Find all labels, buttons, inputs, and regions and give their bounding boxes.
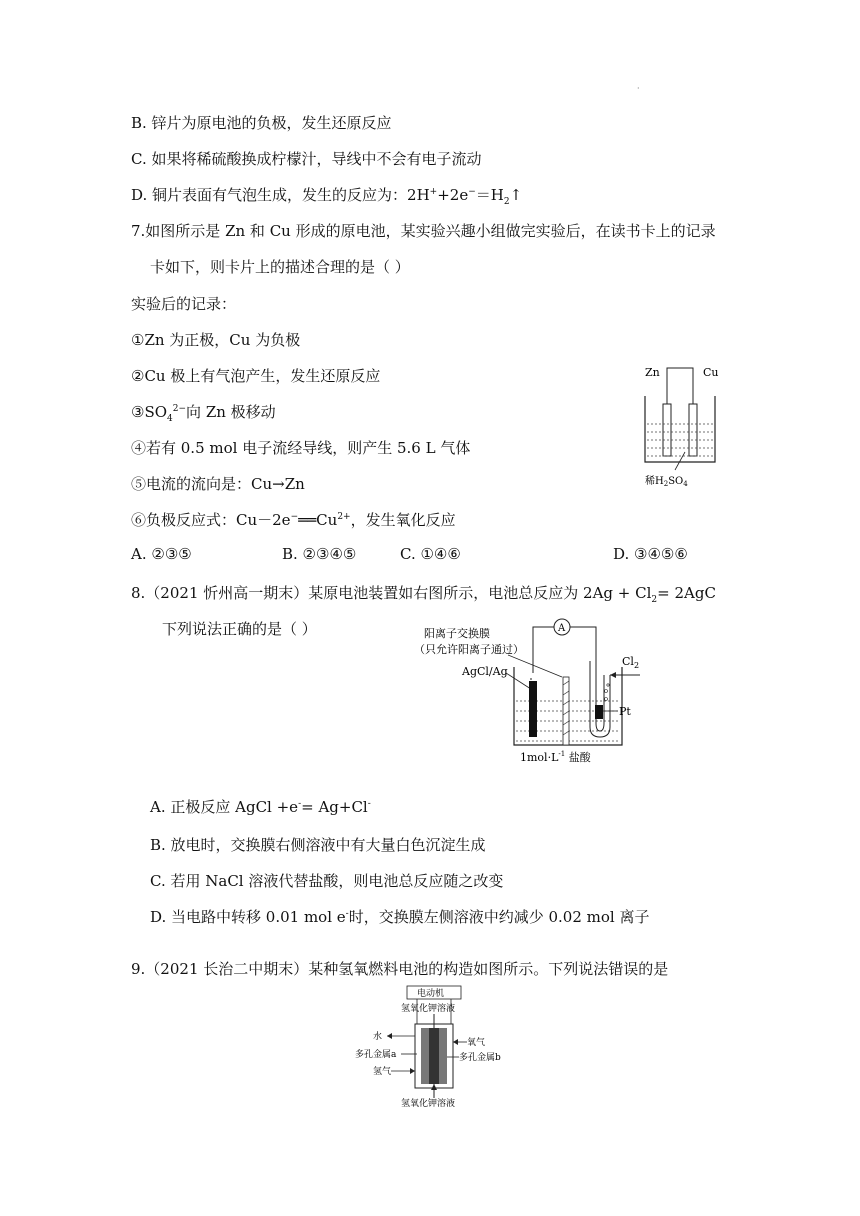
acid-label: $1mol\cdot L^{-1}$ 盐酸 [520, 750, 591, 764]
pointer-line [675, 452, 685, 470]
q7-record-4: ④若有 0.5 mol 电子流经导线，则产生 5.6 L 气体 [131, 439, 471, 457]
agcl-cell-figure [410, 615, 660, 770]
q6-option-b: B. 锌片为原电池的负极，发生还原反应 [131, 114, 392, 132]
q7-record-5: ⑤电流的流向是：Cu→Zn [131, 475, 305, 493]
membrane-pointer [508, 655, 562, 677]
cl2-arrow [610, 672, 616, 678]
cu-label: Cu [703, 366, 719, 379]
q7-option-d: D. ③④⑤⑥ [613, 545, 688, 563]
metal-b-label: 多孔金属b [459, 1053, 501, 1063]
membrane-label-2: （只允许阳离子通过） [414, 643, 524, 656]
page-mark: · [637, 84, 640, 93]
beaker [645, 396, 715, 462]
hydrogen-label: 氢气 [373, 1067, 392, 1077]
q6-option-d: D. 铜片表面有气泡生成，发生的反应为：$2H^++2e^-=H_2↑$ [131, 186, 523, 207]
electrolyte-label: 稀$H_2SO_4$ [645, 476, 688, 488]
q6-option-c: C. 如果将稀硫酸换成柠檬汁，导线中不会有电子流动 [131, 150, 482, 168]
q9-stem: 9.（2021 长治二中期末）某种氢氧燃料电池的构造如图所示。下列说法错误的是 [131, 960, 669, 978]
zn-label: Zn [645, 366, 660, 379]
q7-record-3: $③SO_4^{2-}$向 Zn 极移动 [131, 403, 276, 424]
koh-top-label: 氢氧化钾溶液 [401, 1004, 456, 1014]
water-label: 水 [373, 1032, 383, 1042]
pt-electrode [595, 705, 603, 719]
fuel-cell-figure [355, 984, 515, 1109]
exchange-membrane [563, 677, 569, 745]
q8-option-b: B. 放电时，交换膜右侧溶液中有大量白色沉淀生成 [150, 836, 486, 854]
q7-record-6: ⑥负极反应式：$Cu-2e^-══Cu^{2+}$，发生氧化反应 [131, 511, 456, 529]
wire [667, 368, 693, 404]
membrane-label-1: 阳离子交换膜 [424, 627, 490, 640]
cl2-label: $Cl_2$ [622, 655, 640, 670]
gas-tube [590, 661, 610, 737]
electrolyte [647, 424, 713, 456]
metal-a-label: 多孔金属a [355, 1050, 397, 1060]
q7-option-b: B. ②③④⑤ [282, 545, 357, 563]
ammeter-label: A [558, 623, 566, 634]
agcl-electrode [529, 681, 537, 737]
q7-stem-line2: 卡如下，则卡片上的描述合理的是（ ） [150, 258, 410, 276]
q8-stem-line2: 下列说法正确的是（ ） [162, 620, 317, 638]
q8-option-d: D. 当电路中转移 0.01 mol e-时，交换膜左侧溶液中约减少 0.02 mol 离子 [150, 908, 650, 926]
membrane-core [429, 1028, 439, 1084]
q8-stem-line1: 8.（2021 忻州高一期末）某原电池装置如右图所示，电池总反应为 $2Ag + Cl_2= 2AgC$ [131, 584, 716, 605]
q7-record-title: 实验后的记录： [131, 295, 237, 313]
motor-label: 电动机 [417, 989, 445, 999]
pt-label: Pt [619, 705, 631, 718]
zn-cu-cell-figure [635, 360, 725, 490]
q7-record-1: ①Zn 为正极，Cu 为负极 [131, 331, 301, 349]
q7-record-2: ②Cu 极上有气泡产生，发生还原反应 [131, 367, 381, 385]
oxygen-label: 氧气 [467, 1038, 486, 1048]
q8-option-a: A. 正极反应 AgCl +e-= Ag+Cl- [150, 798, 371, 816]
q7-option-a: A. ②③⑤ [131, 545, 192, 563]
q7-stem-line1: 7.如图所示是 Zn 和 Cu 形成的原电池，某实验兴趣小组做完实验后，在读书卡上的记录 [131, 222, 716, 240]
agcl-label: AgCl/Ag [462, 665, 508, 678]
q7-option-c: C. ①④⑥ [400, 545, 461, 563]
wire-right [570, 627, 596, 685]
q8-option-c: C. 若用 NaCl 溶液代替盐酸，则电池总反应随之改变 [150, 872, 504, 890]
koh-bottom-label: 氢氧化钾溶液 [401, 1099, 456, 1109]
bubbles [605, 684, 610, 701]
